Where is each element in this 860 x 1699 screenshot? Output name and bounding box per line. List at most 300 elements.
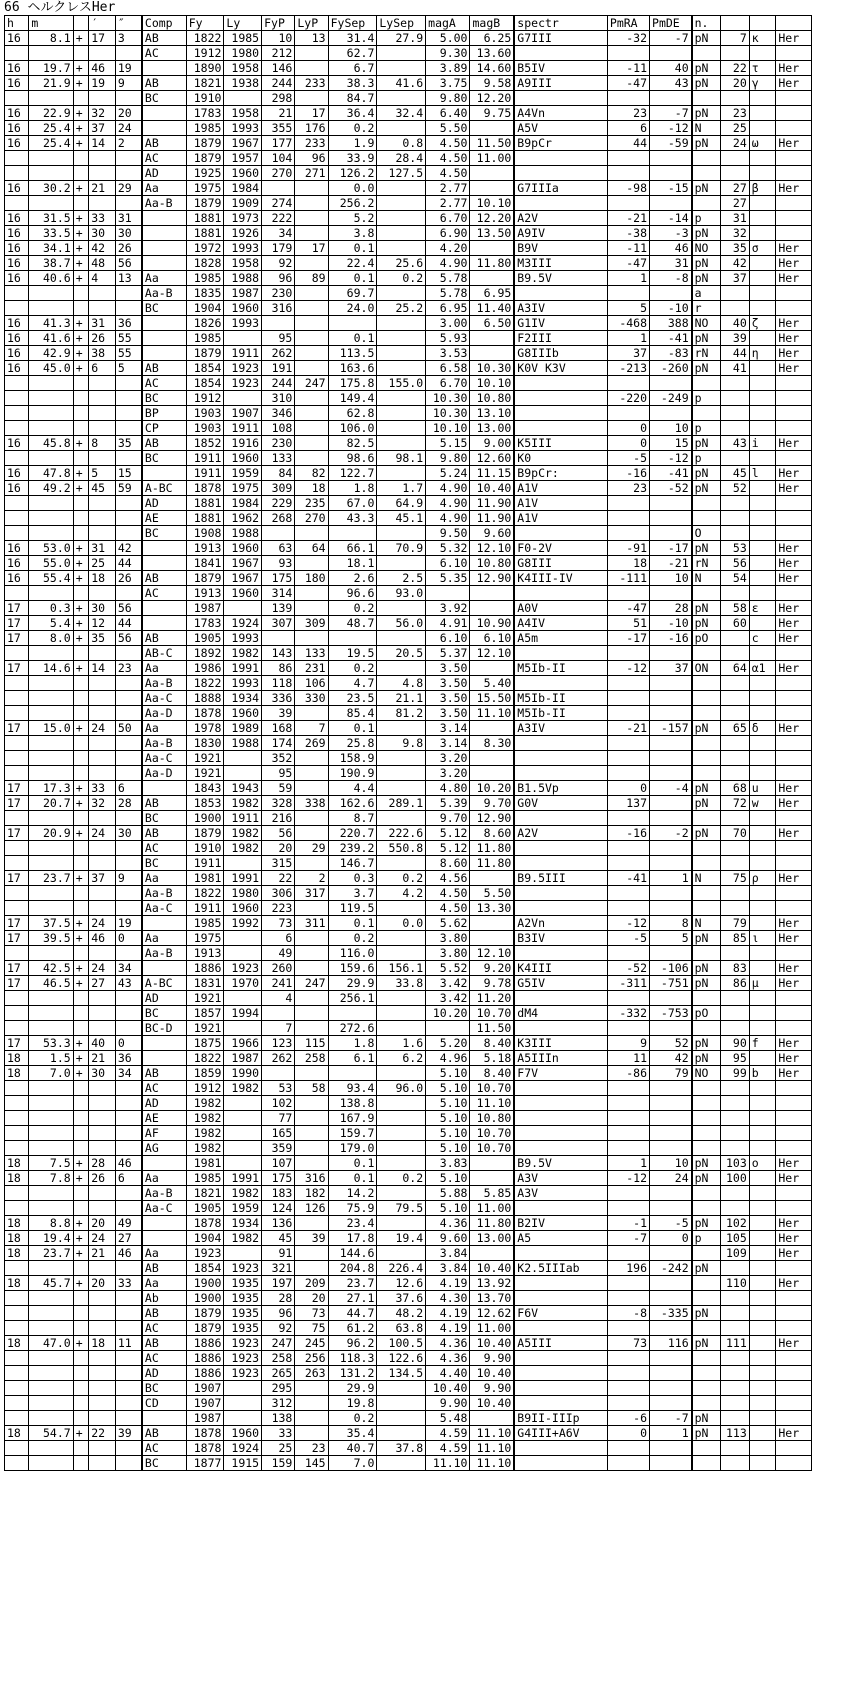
cell-pm-de: 46 xyxy=(650,241,692,256)
cell-first-sep: 23.5 xyxy=(328,691,377,706)
cell-mag-b xyxy=(470,181,514,196)
cell-mag-a: 10.10 xyxy=(426,421,470,436)
cell-constellation: Her xyxy=(776,1231,812,1246)
cell-constellation: Her xyxy=(776,541,812,556)
cell-constellation xyxy=(776,526,812,541)
cell-first-sep: 256.2 xyxy=(328,196,377,211)
cell-first-year: 1987 xyxy=(186,601,224,616)
table-row xyxy=(5,1261,812,1276)
cell-arcmin: 19 xyxy=(115,61,142,76)
cell-pm-ra xyxy=(607,856,649,871)
cell-arcmin: 43 xyxy=(115,976,142,991)
cell-deg xyxy=(89,46,116,61)
table-row xyxy=(5,1006,812,1021)
cell-mag-b xyxy=(470,721,514,736)
cell-pm-de: -3 xyxy=(650,226,692,241)
cell-constellation: Her xyxy=(776,31,812,46)
cell-hour: 17 xyxy=(5,796,29,811)
cell-arcmin: 11 xyxy=(115,1336,142,1351)
cell-bayer xyxy=(749,736,776,751)
cell-bayer: δ xyxy=(749,721,776,736)
cell-note: pN xyxy=(692,1336,721,1351)
cell-pm-ra: -52 xyxy=(607,961,649,976)
cell-hour: 16 xyxy=(5,121,29,136)
cell-hour: 18 xyxy=(5,1246,29,1261)
cell-minute: 8.8 xyxy=(29,1216,73,1231)
cell-mag-b: 11.15 xyxy=(470,466,514,481)
cell-constellation xyxy=(776,676,812,691)
cell-sign: + xyxy=(73,1276,89,1291)
cell-pm-ra: -468 xyxy=(607,316,649,331)
cell-first-pa: 306 xyxy=(262,886,295,901)
cell-last-pa xyxy=(295,706,328,721)
cell-deg: 30 xyxy=(89,1066,116,1081)
cell-note: pN xyxy=(692,481,721,496)
cell-sign: + xyxy=(73,76,89,91)
cell-sign xyxy=(73,1006,89,1021)
cell-last-sep: 27.9 xyxy=(377,31,426,46)
cell-pm-de: 388 xyxy=(650,316,692,331)
cell-minute xyxy=(29,811,73,826)
cell-first-pa: 174 xyxy=(262,736,295,751)
cell-pm-ra xyxy=(607,196,649,211)
cell-constellation xyxy=(776,1111,812,1126)
cell-last-year: 1967 xyxy=(224,556,262,571)
cell-first-sep: 36.4 xyxy=(328,106,377,121)
cell-flamsteed xyxy=(720,91,749,106)
cell-pm-ra: -47 xyxy=(607,601,649,616)
cell-comp: BC xyxy=(142,811,186,826)
cell-deg: 24 xyxy=(89,1231,116,1246)
cell-constellation xyxy=(776,1411,812,1426)
cell-first-pa: 92 xyxy=(262,1321,295,1336)
cell-mag-a: 6.95 xyxy=(426,301,470,316)
cell-hour xyxy=(5,1321,29,1336)
table-row xyxy=(5,751,812,766)
cell-mag-b: 8.40 xyxy=(470,1066,514,1081)
cell-pm-de: 8 xyxy=(650,916,692,931)
cell-first-sep: 118.3 xyxy=(328,1351,377,1366)
cell-pm-ra: -311 xyxy=(607,976,649,991)
cell-last-sep xyxy=(377,901,426,916)
cell-minute xyxy=(29,421,73,436)
cell-sign xyxy=(73,151,89,166)
cell-sign: + xyxy=(73,1066,89,1081)
cell-first-year: 1904 xyxy=(186,301,224,316)
cell-arcmin xyxy=(115,91,142,106)
cell-spectrum: F0-2V xyxy=(514,541,607,556)
cell-bayer: ω xyxy=(749,136,776,151)
cell-note xyxy=(692,901,721,916)
cell-deg xyxy=(89,751,116,766)
cell-comp: BC xyxy=(142,1456,186,1471)
cell-first-pa: 244 xyxy=(262,376,295,391)
cell-pm-de xyxy=(650,841,692,856)
cell-first-pa: 136 xyxy=(262,1216,295,1231)
cell-last-year: 1991 xyxy=(224,1171,262,1186)
cell-note: rN xyxy=(692,346,721,361)
cell-first-pa: 336 xyxy=(262,691,295,706)
table-row xyxy=(5,1126,812,1141)
cell-last-year: 1993 xyxy=(224,676,262,691)
cell-constellation xyxy=(776,1291,812,1306)
cell-bayer xyxy=(749,1246,776,1261)
cell-arcmin: 9 xyxy=(115,76,142,91)
cell-last-year: 1982 xyxy=(224,646,262,661)
cell-comp xyxy=(142,121,186,136)
cell-mag-b: 8.30 xyxy=(470,736,514,751)
cell-last-pa xyxy=(295,451,328,466)
cell-last-sep: 37.6 xyxy=(377,1291,426,1306)
cell-note: pN xyxy=(692,61,721,76)
cell-last-pa: 126 xyxy=(295,1201,328,1216)
cell-last-pa xyxy=(295,781,328,796)
cell-last-pa xyxy=(295,931,328,946)
cell-arcmin xyxy=(115,901,142,916)
cell-comp: BC xyxy=(142,91,186,106)
cell-mag-b: 10.80 xyxy=(470,391,514,406)
cell-last-sep xyxy=(377,211,426,226)
cell-first-year: 1975 xyxy=(186,181,224,196)
cell-first-year: 1982 xyxy=(186,1141,224,1156)
cell-last-pa: 75 xyxy=(295,1321,328,1336)
table-row xyxy=(5,61,812,76)
cell-minute: 55.0 xyxy=(29,556,73,571)
cell-pm-ra xyxy=(607,166,649,181)
page-title: 66 ヘルクレスHer xyxy=(4,0,116,15)
cell-first-pa: 223 xyxy=(262,901,295,916)
cell-minute: 41.6 xyxy=(29,331,73,346)
cell-mag-a: 4.50 xyxy=(426,166,470,181)
cell-spectrum: B9II-IIIp xyxy=(514,1411,607,1426)
cell-bayer xyxy=(749,256,776,271)
cell-pm-ra xyxy=(607,511,649,526)
cell-first-pa xyxy=(262,631,295,646)
cell-pm-ra xyxy=(607,811,649,826)
cell-pm-de: -12 xyxy=(650,121,692,136)
cell-minute xyxy=(29,901,73,916)
cell-first-pa: 316 xyxy=(262,301,295,316)
cell-flamsteed xyxy=(720,1411,749,1426)
cell-mag-b: 9.90 xyxy=(470,1351,514,1366)
table-row xyxy=(5,1021,812,1036)
table-row xyxy=(5,1381,812,1396)
cell-last-year: 1926 xyxy=(224,226,262,241)
cell-first-pa: 216 xyxy=(262,811,295,826)
cell-minute: 39.5 xyxy=(29,931,73,946)
cell-bayer xyxy=(749,1231,776,1246)
cell-last-sep: 56.0 xyxy=(377,616,426,631)
cell-mag-a: 4.36 xyxy=(426,1216,470,1231)
cell-deg xyxy=(89,496,116,511)
cell-mag-a: 4.19 xyxy=(426,1276,470,1291)
cell-note: ON xyxy=(692,661,721,676)
cell-pm-ra xyxy=(607,286,649,301)
cell-flamsteed: 83 xyxy=(720,961,749,976)
cell-first-pa: 25 xyxy=(262,1441,295,1456)
cell-first-pa: 312 xyxy=(262,1396,295,1411)
cell-last-sep xyxy=(377,811,426,826)
cell-mag-b: 11.00 xyxy=(470,151,514,166)
cell-deg: 26 xyxy=(89,331,116,346)
cell-bayer xyxy=(749,451,776,466)
cell-first-sep: 159.7 xyxy=(328,1126,377,1141)
cell-first-pa: 183 xyxy=(262,1186,295,1201)
cell-first-sep: 93.4 xyxy=(328,1081,377,1096)
cell-spectrum xyxy=(514,91,607,106)
cell-hour xyxy=(5,901,29,916)
cell-last-year: 1934 xyxy=(224,691,262,706)
cell-bayer xyxy=(749,226,776,241)
cell-mag-b: 8.40 xyxy=(470,1036,514,1051)
cell-first-sep: 25.8 xyxy=(328,736,377,751)
cell-mag-a: 4.40 xyxy=(426,1366,470,1381)
cell-spectrum: B9.5V xyxy=(514,271,607,286)
cell-first-pa: 21 xyxy=(262,106,295,121)
cell-first-pa: 175 xyxy=(262,1171,295,1186)
cell-spectrum: G1IV xyxy=(514,316,607,331)
cell-minute xyxy=(29,1396,73,1411)
cell-last-pa xyxy=(295,751,328,766)
cell-hour xyxy=(5,856,29,871)
cell-constellation xyxy=(776,946,812,961)
cell-minute xyxy=(29,1021,73,1036)
cell-pm-de xyxy=(650,91,692,106)
cell-pm-de: -10 xyxy=(650,616,692,631)
cell-flamsteed xyxy=(720,451,749,466)
cell-first-sep: 0.1 xyxy=(328,241,377,256)
cell-mag-b xyxy=(470,1156,514,1171)
cell-arcmin: 56 xyxy=(115,631,142,646)
cell-mag-b: 11.80 xyxy=(470,1216,514,1231)
cell-first-sep: 175.8 xyxy=(328,376,377,391)
cell-pm-de: -335 xyxy=(650,1306,692,1321)
cell-flamsteed: 109 xyxy=(720,1246,749,1261)
cell-mag-a: 8.60 xyxy=(426,856,470,871)
cell-mag-a: 4.90 xyxy=(426,256,470,271)
cell-last-sep xyxy=(377,406,426,421)
table-row xyxy=(5,76,812,91)
cell-arcmin xyxy=(115,886,142,901)
cell-hour xyxy=(5,1081,29,1096)
cell-last-year: 1984 xyxy=(224,181,262,196)
cell-sign xyxy=(73,1411,89,1426)
cell-comp: Aa-C xyxy=(142,901,186,916)
cell-pm-de: -7 xyxy=(650,1411,692,1426)
cell-first-sep: 272.6 xyxy=(328,1021,377,1036)
cell-deg: 30 xyxy=(89,226,116,241)
cell-arcmin: 26 xyxy=(115,571,142,586)
cell-sign xyxy=(73,676,89,691)
cell-deg xyxy=(89,1351,116,1366)
cell-first-sep: 0.0 xyxy=(328,181,377,196)
cell-arcmin xyxy=(115,676,142,691)
cell-last-year: 1993 xyxy=(224,121,262,136)
cell-note xyxy=(692,1441,721,1456)
cell-spectrum: K4III-IV xyxy=(514,571,607,586)
cell-spectrum xyxy=(514,1456,607,1471)
cell-comp: AB xyxy=(142,1426,186,1441)
cell-flamsteed xyxy=(720,586,749,601)
cell-flamsteed xyxy=(720,1396,749,1411)
cell-bayer xyxy=(749,541,776,556)
cell-flamsteed xyxy=(720,946,749,961)
cell-first-pa: 77 xyxy=(262,1111,295,1126)
cell-pm-ra: 0 xyxy=(607,421,649,436)
cell-pm-ra: -12 xyxy=(607,661,649,676)
cell-sign: + xyxy=(73,1051,89,1066)
cell-last-year: 1916 xyxy=(224,436,262,451)
cell-mag-a: 3.84 xyxy=(426,1261,470,1276)
cell-minute: 20.7 xyxy=(29,796,73,811)
cell-note xyxy=(692,1456,721,1471)
cell-constellation xyxy=(776,691,812,706)
table-row xyxy=(5,331,812,346)
cell-first-pa: 314 xyxy=(262,586,295,601)
cell-note: pN xyxy=(692,931,721,946)
cell-flamsteed: 7 xyxy=(720,31,749,46)
cell-sign xyxy=(73,511,89,526)
cell-last-pa xyxy=(295,346,328,361)
cell-hour xyxy=(5,1366,29,1381)
cell-note xyxy=(692,991,721,1006)
cell-pm-de: -59 xyxy=(650,136,692,151)
cell-last-year: 1959 xyxy=(224,466,262,481)
cell-first-year: 1900 xyxy=(186,1291,224,1306)
cell-minute: 5.4 xyxy=(29,616,73,631)
cell-bayer xyxy=(749,1081,776,1096)
cell-spectrum: M3III xyxy=(514,256,607,271)
cell-note xyxy=(692,946,721,961)
cell-note: pN xyxy=(692,961,721,976)
cell-last-sep: 100.5 xyxy=(377,1336,426,1351)
cell-mag-a: 3.80 xyxy=(426,946,470,961)
cell-hour xyxy=(5,526,29,541)
cell-hour xyxy=(5,511,29,526)
cell-last-sep: 93.0 xyxy=(377,586,426,601)
cell-last-year: 1993 xyxy=(224,631,262,646)
cell-first-sep xyxy=(328,1066,377,1081)
table-row xyxy=(5,706,812,721)
cell-sign xyxy=(73,1111,89,1126)
cell-first-sep: 84.7 xyxy=(328,91,377,106)
cell-hour: 16 xyxy=(5,181,29,196)
cell-last-pa: 106 xyxy=(295,676,328,691)
cell-deg: 48 xyxy=(89,256,116,271)
cell-last-sep xyxy=(377,556,426,571)
cell-hour xyxy=(5,301,29,316)
cell-last-year xyxy=(224,1021,262,1036)
cell-flamsteed: 35 xyxy=(720,241,749,256)
cell-last-pa xyxy=(295,586,328,601)
cell-last-pa: 311 xyxy=(295,916,328,931)
cell-sign xyxy=(73,286,89,301)
cell-bayer xyxy=(749,691,776,706)
cell-pm-ra xyxy=(607,1276,649,1291)
cell-hour: 18 xyxy=(5,1051,29,1066)
cell-first-year: 1859 xyxy=(186,1066,224,1081)
cell-sign xyxy=(73,856,89,871)
cell-first-pa xyxy=(262,526,295,541)
cell-pm-de xyxy=(650,46,692,61)
cell-spectrum: B2IV xyxy=(514,1216,607,1231)
table-row xyxy=(5,196,812,211)
cell-pm-de xyxy=(650,646,692,661)
table-row xyxy=(5,46,812,61)
cell-arcmin xyxy=(115,1411,142,1426)
cell-mag-a: 5.88 xyxy=(426,1186,470,1201)
cell-first-year: 1888 xyxy=(186,691,224,706)
cell-last-sep: 25.6 xyxy=(377,256,426,271)
cell-pm-de xyxy=(650,1126,692,1141)
cell-mag-b: 6.50 xyxy=(470,316,514,331)
cell-hour xyxy=(5,1381,29,1396)
cell-bayer xyxy=(749,106,776,121)
cell-first-year: 1903 xyxy=(186,421,224,436)
cell-mag-a: 5.24 xyxy=(426,466,470,481)
cell-mag-a: 2.77 xyxy=(426,196,470,211)
cell-mag-b xyxy=(470,346,514,361)
cell-constellation xyxy=(776,706,812,721)
cell-minute xyxy=(29,841,73,856)
cell-pm-de xyxy=(650,991,692,1006)
cell-sign xyxy=(73,1261,89,1276)
cell-pm-ra xyxy=(607,1111,649,1126)
cell-sign: + xyxy=(73,241,89,256)
cell-mag-a: 4.19 xyxy=(426,1321,470,1336)
cell-first-year: 1886 xyxy=(186,961,224,976)
cell-comp: AD xyxy=(142,496,186,511)
cell-constellation: Her xyxy=(776,481,812,496)
cell-constellation xyxy=(776,1366,812,1381)
table-row xyxy=(5,541,812,556)
cell-first-year: 1910 xyxy=(186,841,224,856)
cell-pm-ra xyxy=(607,766,649,781)
table-row xyxy=(5,1456,812,1471)
cell-pm-de: 28 xyxy=(650,601,692,616)
cell-note: NO xyxy=(692,316,721,331)
cell-pm-ra: 73 xyxy=(607,1336,649,1351)
cell-pm-de xyxy=(650,511,692,526)
cell-hour: 18 xyxy=(5,1336,29,1351)
cell-last-pa: 17 xyxy=(295,241,328,256)
cell-bayer: σ xyxy=(749,241,776,256)
cell-mag-b xyxy=(470,601,514,616)
cell-last-sep: 127.5 xyxy=(377,166,426,181)
cell-last-sep xyxy=(377,241,426,256)
cell-comp xyxy=(142,466,186,481)
cell-first-sep: 48.7 xyxy=(328,616,377,631)
cell-minute: 31.5 xyxy=(29,211,73,226)
cell-first-year: 1978 xyxy=(186,721,224,736)
cell-bayer xyxy=(749,1171,776,1186)
cell-first-pa: 86 xyxy=(262,661,295,676)
cell-hour xyxy=(5,946,29,961)
cell-note: pN xyxy=(692,31,721,46)
cell-pm-ra: 11 xyxy=(607,1051,649,1066)
cell-constellation: Her xyxy=(776,1156,812,1171)
cell-pm-ra xyxy=(607,841,649,856)
cell-first-pa: 96 xyxy=(262,1306,295,1321)
table-row xyxy=(5,1411,812,1426)
cell-last-year: 1960 xyxy=(224,301,262,316)
cell-mag-b: 9.60 xyxy=(470,526,514,541)
cell-deg: 19 xyxy=(89,76,116,91)
cell-last-year: 1960 xyxy=(224,586,262,601)
cell-constellation: Her xyxy=(776,1246,812,1261)
cell-pm-de: -15 xyxy=(650,181,692,196)
cell-spectrum: K2.5IIIab xyxy=(514,1261,607,1276)
